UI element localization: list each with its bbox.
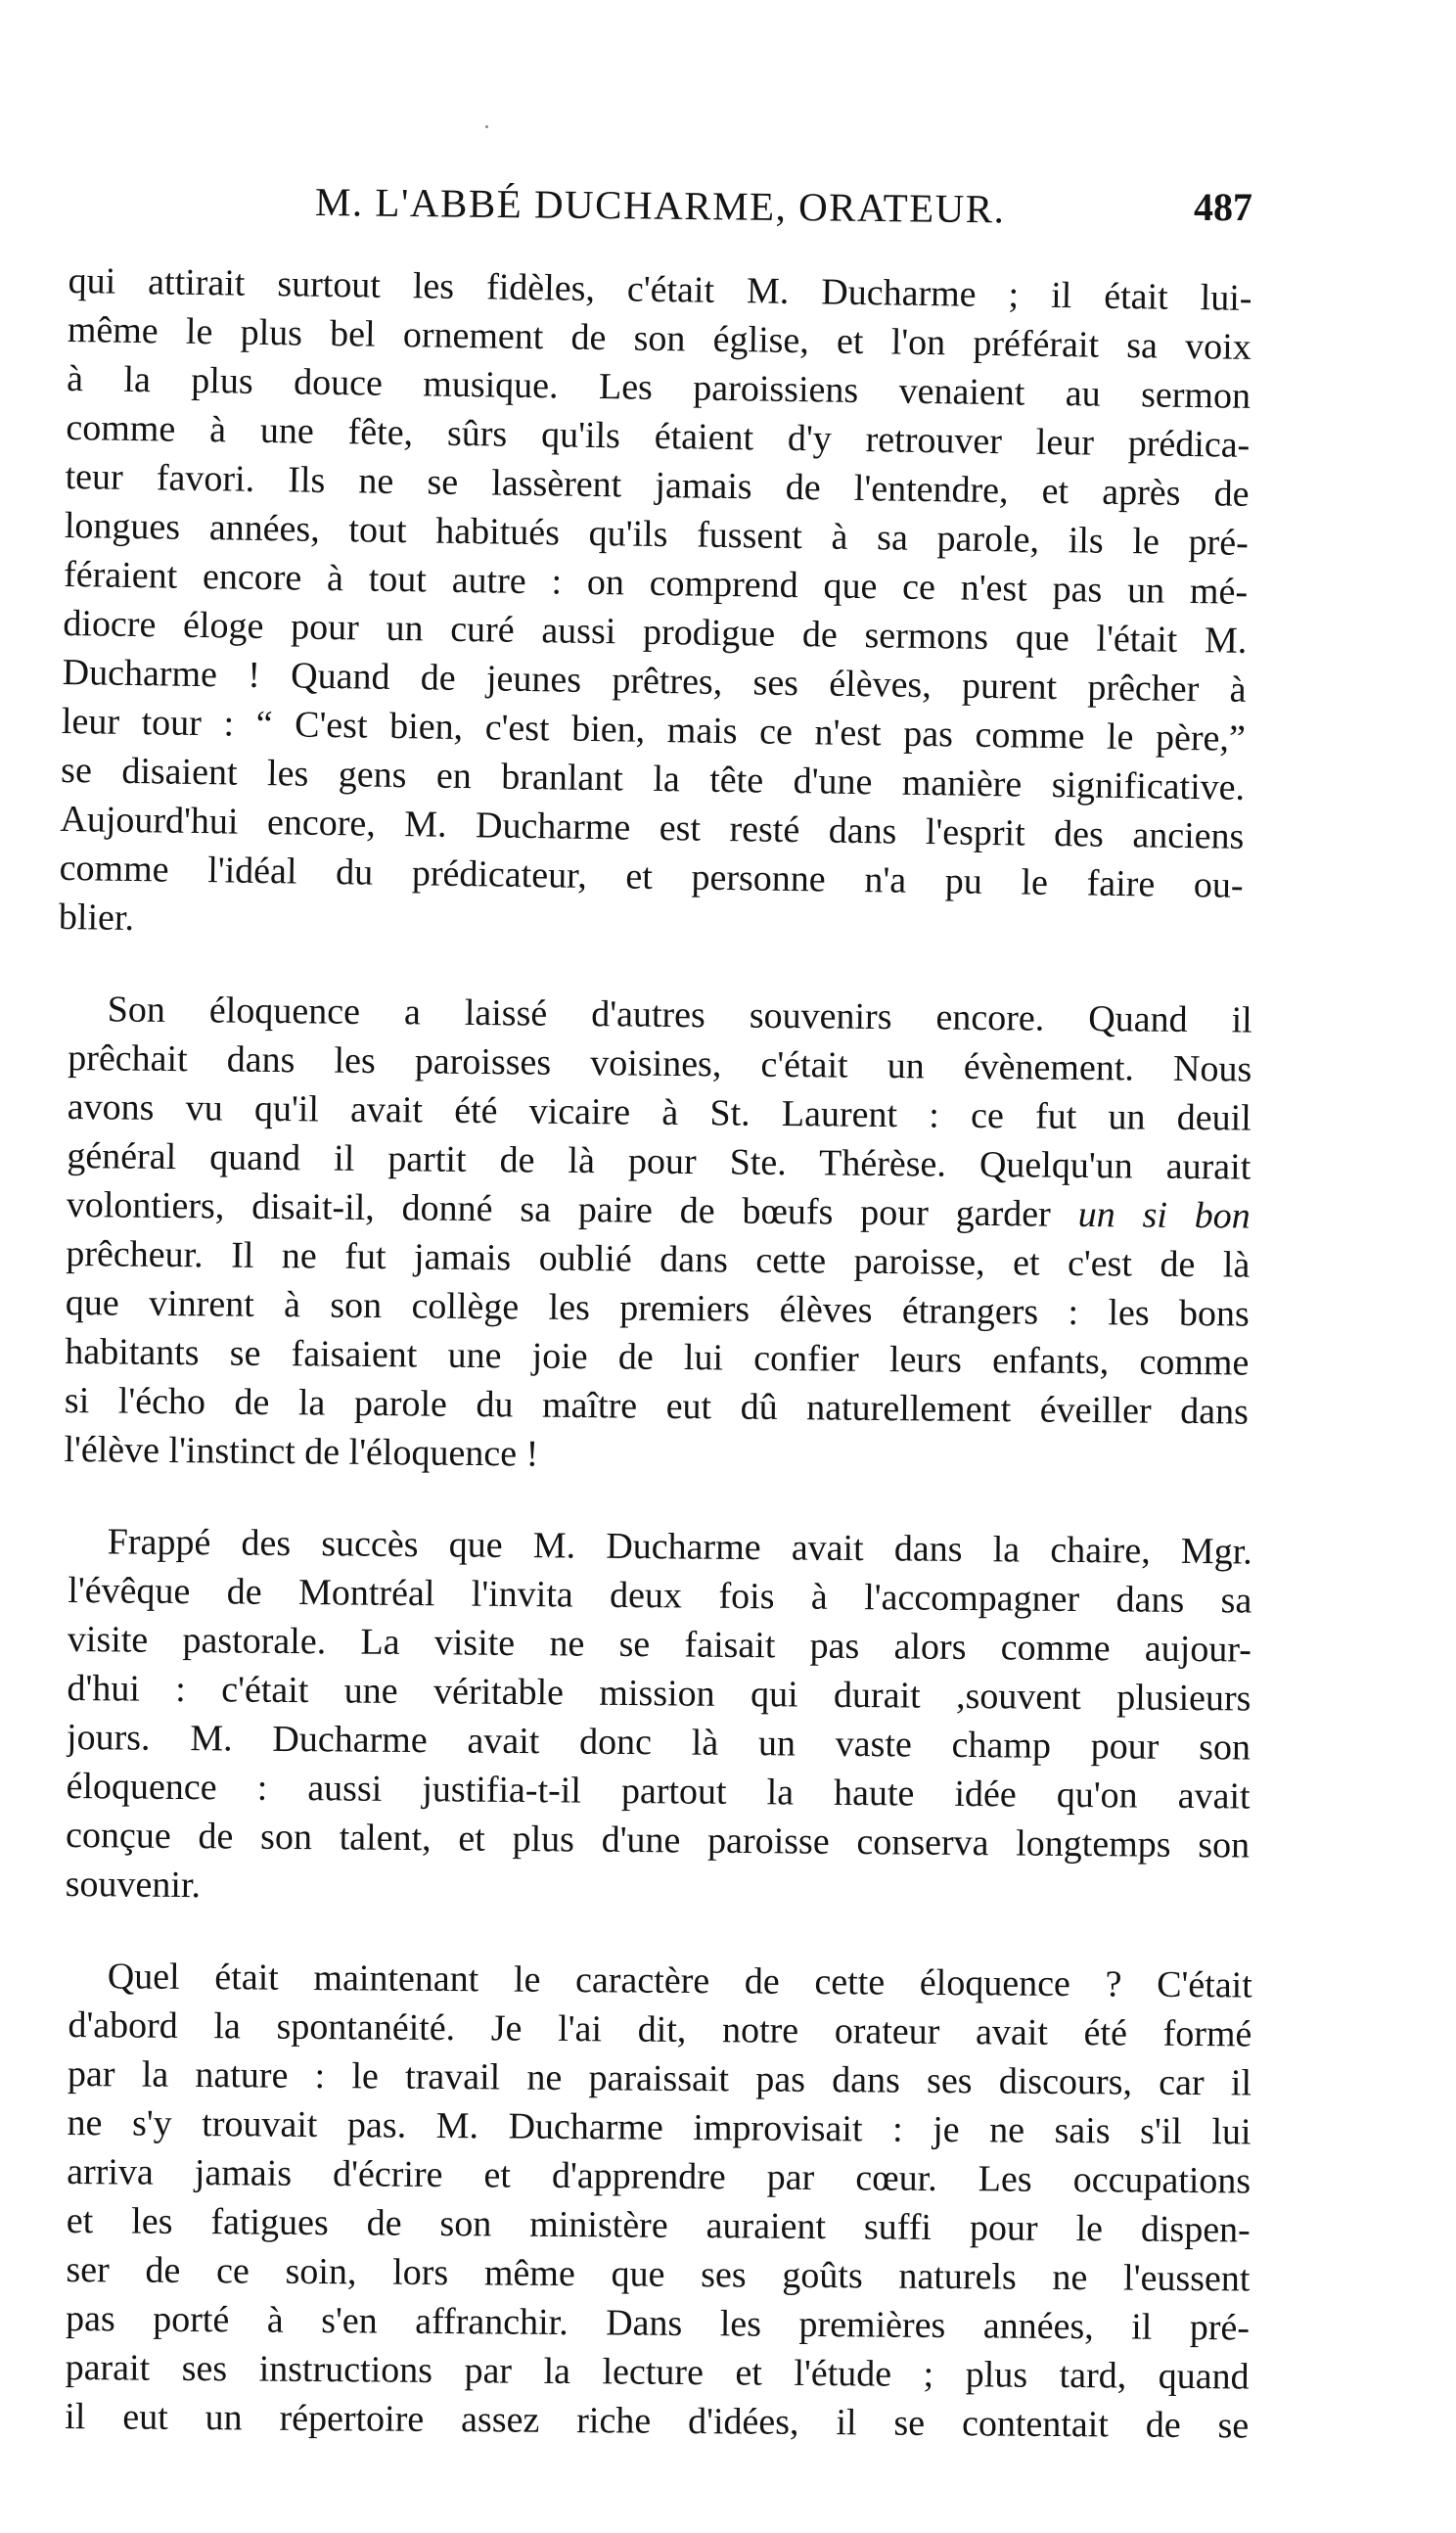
text-line: prêcheur. Il ne fut jamais oublié dans cette paroisse, et c'est de là (66, 1232, 1251, 1286)
page-number: 487 (1194, 185, 1252, 229)
text-line: Son éloquence a laissé d'autres souvenirs encore. Quand il (107, 989, 1252, 1041)
paragraph-3 (66, 1517, 1252, 1919)
text-line: général quand il partit de là pour Ste. Thérèse. Quelqu'un aurait (67, 1134, 1251, 1188)
text-line: par la nature : le travail ne paraissait pas dans ses discours, car il (67, 2052, 1252, 2104)
text-line: il eut un répertoire assez riche d'idées, il se contentait de se (65, 2395, 1250, 2447)
paragraph-2 (64, 985, 1252, 1486)
text-line: jours. M. Ducharme avait donc là un vaste champ pour son (66, 1716, 1251, 1769)
text-line: diocre éloge pour un curé aussi prodigue de sermons que l'était M. (63, 602, 1248, 662)
text-line: et les fatigues de son ministère auraient suffi pour le dispen- (66, 2199, 1251, 2251)
text-line: l'élève l'instinct de l'éloquence ! (64, 1428, 539, 1475)
text-line: éloquence : aussi justifia-t-il partout la haute idée qu'on avait (66, 1765, 1251, 1818)
text-line: habitants se faisaient une joie de lui confier leurs enfants, comme (65, 1330, 1250, 1384)
text-line: d'abord la spontanéité. Je l'ai dit, notre orateur avait été formé (68, 2003, 1252, 2055)
text-line: ser de ce soin, lors même que ses goûts naturels ne l'eussent (66, 2248, 1251, 2300)
paragraph-1 (59, 256, 1252, 959)
text-line: féraient encore à tout autre : on comprend que ce n'est pas un mé- (63, 553, 1249, 613)
text-line: arriva jamais d'écrire et d'apprendre par cœur. Les occupations (67, 2150, 1251, 2202)
text-line: parait ses instructions par la lecture et l'étude ; plus tard, quand (65, 2346, 1250, 2398)
text-line: Quel était maintenant le caractère de cette éloquence ? C'était (107, 1956, 1252, 2006)
text-line: blier. (58, 896, 135, 940)
text-line: avons vu qu'il avait été vicaire à St. Laurent : ce fut un deuil (67, 1085, 1251, 1139)
text-line: longues années, tout habitués qu'ils fussent à sa parole, ils le pré- (64, 504, 1250, 564)
running-title: M. L'ABBÉ DUCHARME, ORATEUR. (314, 179, 1006, 232)
text-line: Ducharme ! Quand de jeunes prêtres, ses élèves, purent prêcher à (62, 651, 1247, 711)
page-header (68, 178, 1252, 233)
text-line: comme l'idéal du prédicateur, et personne n'a pu le faire ou- (59, 847, 1244, 906)
text-line-segment: volontiers, disait-il, donné sa paire de bœufs pour garder (66, 1183, 1052, 1235)
text-line: à la plus douce musique. Les paroissiens venaient au sermon (66, 357, 1251, 417)
text-line: souvenir. (65, 1863, 202, 1907)
paper-speck (485, 125, 488, 128)
text-line: Aujourd'hui encore, M. Ducharme est resté dans l'esprit des anciens (60, 798, 1245, 857)
text-line: si l'écho de la parole du maître eut dû naturellement éveiller dans (64, 1379, 1250, 1433)
text-line: se disaient les gens en branlant la tête d'une manière significative. (60, 749, 1246, 808)
text-line: comme à une fête, sûrs qu'ils étaient d'y retrouver leur prédica- (66, 406, 1251, 466)
text-line: l'évêque de Montréal l'invita deux fois à l'accompagner dans sa (68, 1569, 1252, 1622)
text-line: d'hui : c'était une véritable mission qui durait ,souvent plusieurs (67, 1667, 1251, 1720)
text-line: teur favori. Ils ne se lassèrent jamais de l'entendre, et après de (65, 455, 1250, 515)
emphasis-text: un si bon (1077, 1193, 1251, 1237)
text-line: pas porté à s'en affranchir. Dans les premières années, il pré- (65, 2297, 1251, 2349)
text-line: même le plus bel ornement de son église, et l'on préférait sa voix (67, 308, 1252, 368)
text-line: prêchait dans les paroisses voisines, c'était un évènement. Nous (68, 1036, 1252, 1090)
text-line: leur tour : “ C'est bien, c'est bien, mais ce n'est pas comme le père,” (61, 700, 1247, 760)
text-line: ne s'y trouvait pas. M. Ducharme improvisait : je ne sais s'il lui (67, 2101, 1251, 2153)
text-line: qui attirait surtout les fidèles, c'était M. Ducharme ; il était lui- (68, 259, 1252, 319)
text-line: visite pastorale. La visite ne se faisait pas alors comme aujour- (67, 1618, 1252, 1671)
paragraph-4 (65, 1952, 1252, 2450)
text-line: que vinrent à son collège les premiers élèves étrangers : les bons (65, 1281, 1251, 1335)
text-line: Frappé des succès que M. Ducharme avait dans la chaire, Mgr. (107, 1521, 1252, 1573)
text-line: conçue de son talent, et plus d'une paroisse conserva longtemps son (65, 1814, 1251, 1866)
page-body (58, 256, 1252, 2447)
